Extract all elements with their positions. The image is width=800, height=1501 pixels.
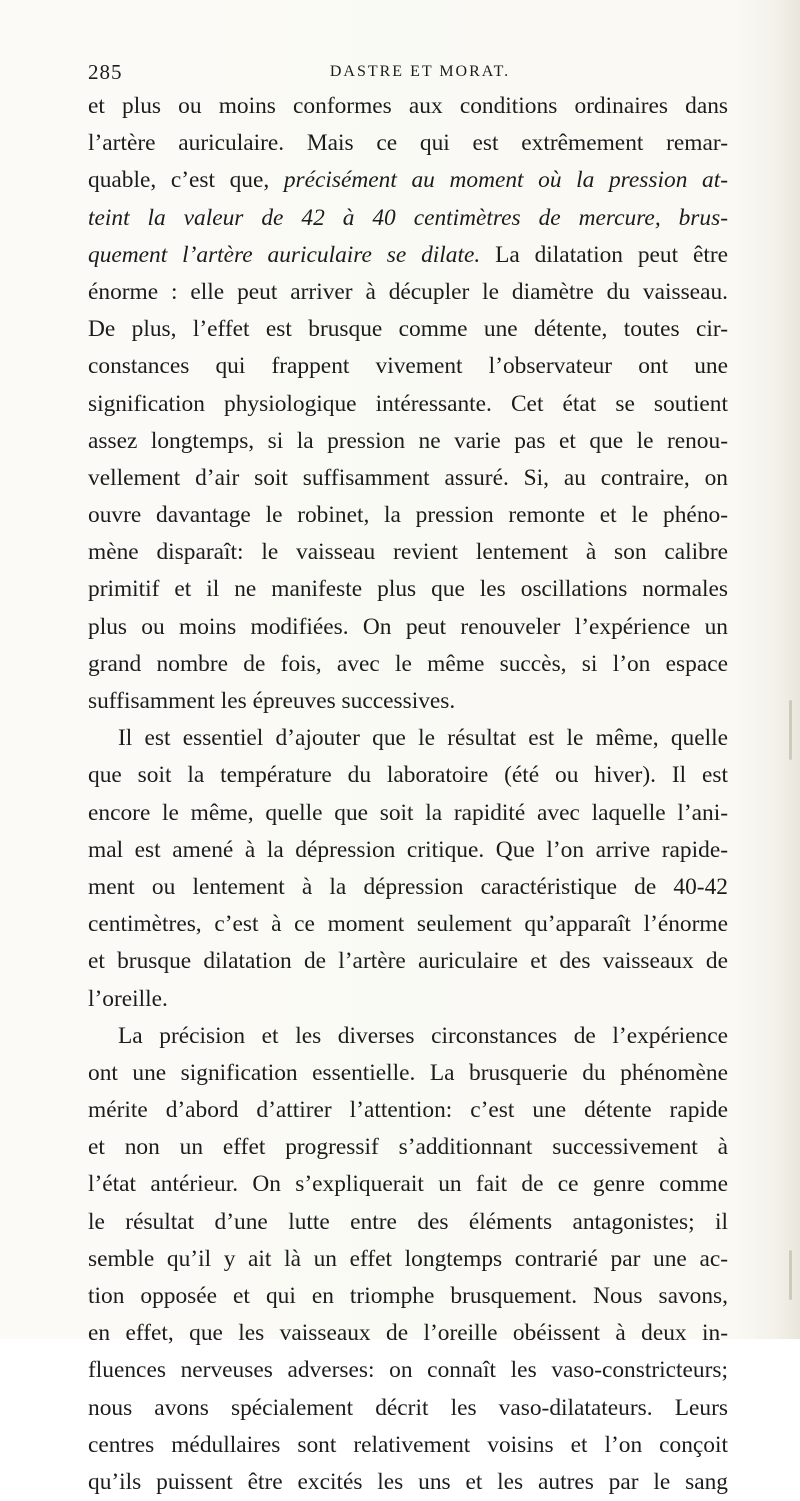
text-run: mal est amené à la dépression critique. Que l’on arrive rapide- bbox=[88, 836, 728, 863]
text-run: et plus ou moins conformes aux conditions ordinaires dans bbox=[88, 93, 728, 119]
text-line bbox=[88, 1390, 728, 1427]
text-line bbox=[88, 237, 728, 274]
text-run: que soit la température du laboratoire (été ou hiver). Il est bbox=[88, 762, 728, 789]
text-run: primitif et il ne manifeste plus que les oscillations normales bbox=[88, 576, 728, 603]
text-line bbox=[88, 1464, 728, 1501]
text-line bbox=[88, 200, 728, 237]
body-text bbox=[88, 88, 728, 1501]
text-run: quable, c’est que, bbox=[88, 167, 284, 194]
text-line bbox=[88, 609, 728, 646]
text-line bbox=[88, 720, 728, 757]
text-run: vellement d’air soit suffisamment assuré. Si, au contraire, on bbox=[88, 464, 728, 491]
text-line bbox=[88, 1315, 728, 1352]
text-run: grand nombre de fois, avec le même succès, si l’on espace bbox=[88, 650, 728, 677]
text-line bbox=[88, 646, 728, 683]
text-line bbox=[88, 386, 728, 423]
text-line bbox=[88, 757, 728, 794]
text-line bbox=[88, 1166, 728, 1203]
text-line bbox=[88, 162, 728, 199]
text-run: tion opposée et qui en triomphe brusquement. Nous savons, bbox=[88, 1283, 728, 1309]
text-line bbox=[88, 534, 728, 571]
text-run: nous avons spécialement décrit les vaso-dilatateurs. Leurs bbox=[88, 1394, 728, 1421]
text-run: l’état antérieur. On s’expliquerait un fait de ce genre comme bbox=[88, 1171, 728, 1198]
text-run: suffisamment les épreuves successives. bbox=[88, 688, 456, 714]
text-run: encore le même, quelle que soit la rapidité avec laquelle l’ani- bbox=[88, 799, 728, 826]
page-number: 285 bbox=[88, 60, 123, 84]
text-line bbox=[88, 311, 728, 348]
text-line bbox=[88, 1204, 728, 1241]
text-line bbox=[88, 1241, 728, 1278]
text-line bbox=[88, 88, 728, 125]
text-run: Il est essentiel d’ajouter que le résultat est le même, quelle bbox=[118, 725, 728, 752]
page-header bbox=[88, 60, 728, 84]
text-run: et non un effet progressif s’additionnant successivement à bbox=[88, 1134, 728, 1161]
text-line bbox=[88, 906, 728, 943]
paragraph bbox=[88, 1018, 728, 1501]
text-line bbox=[88, 981, 728, 1018]
text-line bbox=[88, 795, 728, 832]
paragraph bbox=[88, 88, 728, 720]
text-line bbox=[88, 943, 728, 980]
text-line bbox=[88, 348, 728, 385]
text-run: centres médullaires sont relativement voisins et l’on conçoit bbox=[88, 1431, 728, 1458]
text-line bbox=[88, 460, 728, 497]
text-run: assez longtemps, si la pression ne varie pas et que le renou- bbox=[88, 427, 728, 454]
text-line bbox=[88, 1092, 728, 1129]
paragraph bbox=[88, 720, 728, 1018]
text-line bbox=[88, 832, 728, 869]
text-run: mène disparaît: le vaisseau revient lentement à son calibre bbox=[88, 539, 728, 566]
text-line bbox=[88, 1278, 728, 1315]
text-run: qu’ils puissent être excités les uns et les autres par le sang bbox=[88, 1468, 728, 1495]
text-run: ment ou lentement à la dépression caractéristique de 40-42 bbox=[88, 873, 728, 900]
text-line bbox=[88, 423, 728, 460]
text-line bbox=[88, 683, 728, 720]
italic-text: précisément au moment où la pression at- bbox=[283, 167, 728, 194]
text-run: ouvre davantage le robinet, la pression remonte et le phéno- bbox=[88, 502, 728, 529]
text-run: La précision et les diverses circonstances de l’expérience bbox=[118, 1022, 728, 1049]
text-run: La dilatation peut être bbox=[480, 241, 728, 268]
text-line bbox=[88, 274, 728, 311]
text-run: et brusque dilatation de l’artère auriculaire et des vaisseaux de bbox=[88, 948, 728, 975]
text-line bbox=[88, 125, 728, 162]
text-line bbox=[88, 869, 728, 906]
text-run: en effet, que les vaisseaux de l’oreille obéissent à deux in- bbox=[88, 1320, 728, 1347]
text-run: plus ou moins modifiées. On peut renouveler l’expérience un bbox=[88, 613, 728, 640]
text-run: De plus, l’effet est brusque comme une détente, toutes cir- bbox=[88, 316, 728, 343]
text-run: mérite d’abord d’attirer l’attention: c’est une détente rapide bbox=[88, 1097, 728, 1124]
text-run: centimètres, c’est à ce moment seulement qu’apparaît l’énorme bbox=[88, 911, 728, 938]
running-head: DASTRE ET MORAT. bbox=[329, 63, 511, 80]
text-run: semble qu’il y ait là un effet longtemps contrarié par une ac- bbox=[88, 1245, 728, 1272]
text-line bbox=[88, 1018, 728, 1055]
page-edge-shadow bbox=[789, 1250, 792, 1300]
text-run: le résultat d’une lutte entre des éléments antagonistes; il bbox=[88, 1208, 728, 1235]
text-line bbox=[88, 1352, 728, 1389]
text-run: fluences nerveuses adverses: on connaît les vaso-constricteurs; bbox=[88, 1357, 728, 1384]
text-line bbox=[88, 571, 728, 608]
text-run: l’artère auriculaire. Mais ce qui est extrêmement remar- bbox=[88, 130, 728, 157]
text-line bbox=[88, 1129, 728, 1166]
italic-text: teint la valeur de 42 à 40 centimètres de mercure, brus- bbox=[88, 204, 728, 231]
text-line bbox=[88, 497, 728, 534]
text-run: l’oreille. bbox=[88, 985, 168, 1012]
text-run: constances qui frappent vivement l’observateur ont une bbox=[88, 353, 728, 380]
italic-text: quement l’artère auriculaire se dilate. bbox=[88, 241, 481, 268]
text-run: signification physiologique intéressante. Cet état se soutient bbox=[88, 390, 728, 417]
text-run: énorme : elle peut arriver à décupler le diamètre du vaisseau. bbox=[88, 278, 728, 305]
text-line bbox=[88, 1427, 728, 1464]
text-line bbox=[88, 1055, 728, 1092]
page-edge-shadow bbox=[789, 700, 792, 760]
text-run: ont une signification essentielle. La brusquerie du phénomène bbox=[88, 1059, 728, 1086]
